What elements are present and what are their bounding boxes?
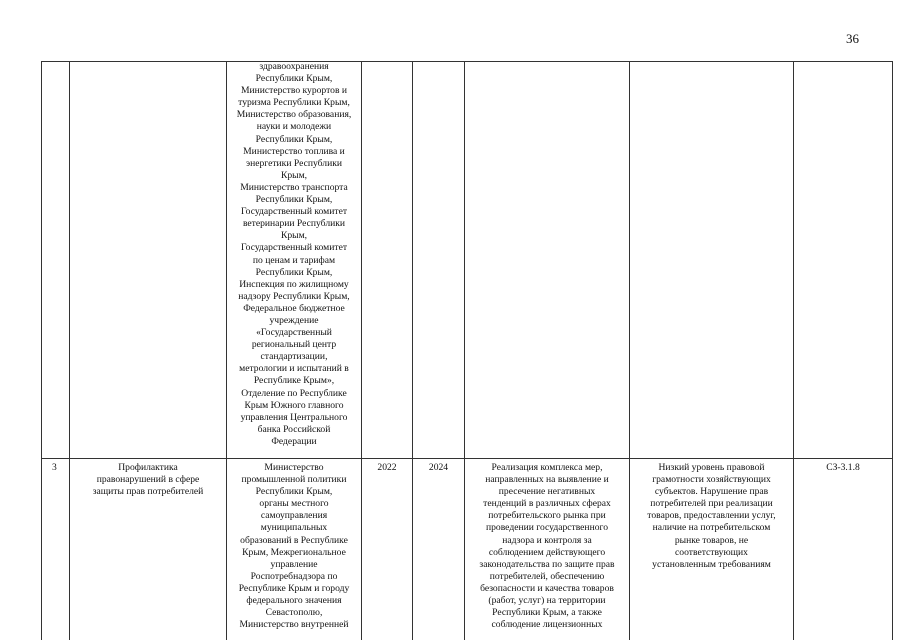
text-line: направленных на выявление и [485, 474, 609, 486]
text-line: потребительского рынка при [488, 510, 606, 522]
text-line: Государственный комитет [240, 242, 348, 254]
row3-code: СЗ-3.1.8 [826, 462, 860, 473]
text-line: управление [270, 558, 318, 570]
text-line: банка Российской [257, 423, 331, 435]
text-line: (работ, услуг) на территории [488, 595, 606, 607]
text-line: Республики Крым, [255, 266, 333, 278]
text-line: Федеральное бюджетное [243, 302, 345, 314]
text-line: Государственный комитет [240, 206, 348, 218]
text-line: надзора и контроля за [502, 534, 592, 546]
col-border [892, 61, 893, 640]
text-line: стандартизации, [260, 351, 328, 363]
col-border [69, 61, 70, 640]
col-border [793, 61, 794, 640]
text-line: законодательства по защите прав [479, 558, 615, 570]
text-line: учреждение [269, 314, 319, 326]
text-line: по ценам и тарифам [252, 254, 336, 266]
text-line: здравоохранения [259, 61, 329, 72]
text-line: Республики Крым, а также [492, 607, 602, 619]
text-line: надзору Республики Крым, [238, 290, 350, 302]
text-line: потребителей, обеспечению [489, 570, 605, 582]
text-line: рынке товаров, не [674, 534, 749, 546]
text-line: туризма Республики Крым, [238, 97, 350, 109]
col-border [41, 61, 42, 640]
text-line: Министерство образования, [236, 109, 352, 121]
text-line: Республике Крым и городу [238, 582, 350, 594]
text-line: науки и молодежи [256, 121, 332, 133]
row3-number: 3 [52, 462, 57, 473]
text-line: Республики Крым, [255, 133, 333, 145]
text-line: Севастополю, [265, 607, 323, 619]
text-line: Министерство внутренней [239, 619, 349, 631]
text-line: Министерство топлива и [243, 145, 345, 157]
text-line: метрологии и испытаний в [239, 363, 349, 375]
text-line: ветеринарии Республики [242, 218, 346, 230]
col-border [412, 61, 413, 640]
row3-expected-result [465, 462, 629, 631]
row3-risks [630, 462, 793, 571]
text-line: Министерство [264, 462, 324, 473]
text-line: тенденций в различных сферах [483, 498, 611, 510]
text-line: Роспотребнадзора по [250, 570, 338, 582]
table-top-border [41, 61, 892, 62]
text-line: Крым, [280, 230, 308, 242]
text-line: Низкий уровень правовой [658, 462, 765, 473]
text-line: образований в Республике [240, 534, 348, 546]
text-line: установленным требованиям [652, 558, 771, 570]
row-divider [41, 458, 892, 459]
text-line: самоуправления [260, 510, 328, 522]
row3-executors [227, 462, 361, 631]
text-line: Профилактика [118, 462, 178, 473]
text-line: Министерство курортов и [240, 85, 348, 97]
text-line: соблюдение лицензионных [491, 619, 603, 631]
text-line: проведении государственного [485, 522, 608, 534]
text-line: наличие на потребительском [652, 522, 771, 534]
text-line: товаров, предоставлении услуг, [647, 510, 776, 522]
text-line: Министерство транспорта [240, 181, 348, 193]
text-line: Республики Крым, [255, 486, 333, 498]
text-line: Реализация комплекса мер, [491, 462, 603, 473]
text-line: субъектов. Нарушение прав [654, 486, 769, 498]
text-line: соответствующих [675, 546, 748, 558]
text-line: энергетики Республики [245, 157, 343, 169]
row3-measure [70, 462, 226, 498]
text-line: Республики Крым, [255, 73, 333, 85]
text-line: Инспекция по жилищному [239, 278, 349, 290]
text-line: управления Центрального [240, 411, 348, 423]
text-line: промышленной политики [241, 474, 347, 486]
text-line: Федерации [271, 435, 317, 447]
text-line: Республики Крым, [255, 194, 333, 206]
row3-start-year: 2022 [377, 462, 397, 473]
text-line: правонарушений в сфере [96, 474, 200, 486]
text-line: муниципальных [260, 522, 328, 534]
row-prev-executors [227, 61, 361, 448]
text-line: Крым, Межрегиональное [242, 546, 346, 558]
text-line: пресечение негативных [498, 486, 596, 498]
text-line: потребителей при реализации [650, 498, 773, 510]
text-line: Отделение по Республике [241, 387, 347, 399]
text-line: Республике Крым», [253, 375, 335, 387]
text-line: органы местного [259, 498, 329, 510]
text-line: Крым, [280, 169, 308, 181]
text-line: безопасности и качества товаров [480, 582, 614, 594]
col-border [361, 61, 362, 640]
text-line: соблюдением действующего [488, 546, 606, 558]
text-line: Крым Южного главного [244, 399, 344, 411]
text-line: федерального значения [246, 595, 342, 607]
row3-end-year: 2024 [428, 462, 449, 473]
page-number: 36 [846, 31, 859, 46]
text-line: «Государственный [256, 327, 332, 339]
text-line: защиты прав потребителей [92, 486, 204, 498]
text-line: региональный центр [251, 339, 337, 351]
text-line: грамотности хозяйствующих [652, 474, 771, 486]
